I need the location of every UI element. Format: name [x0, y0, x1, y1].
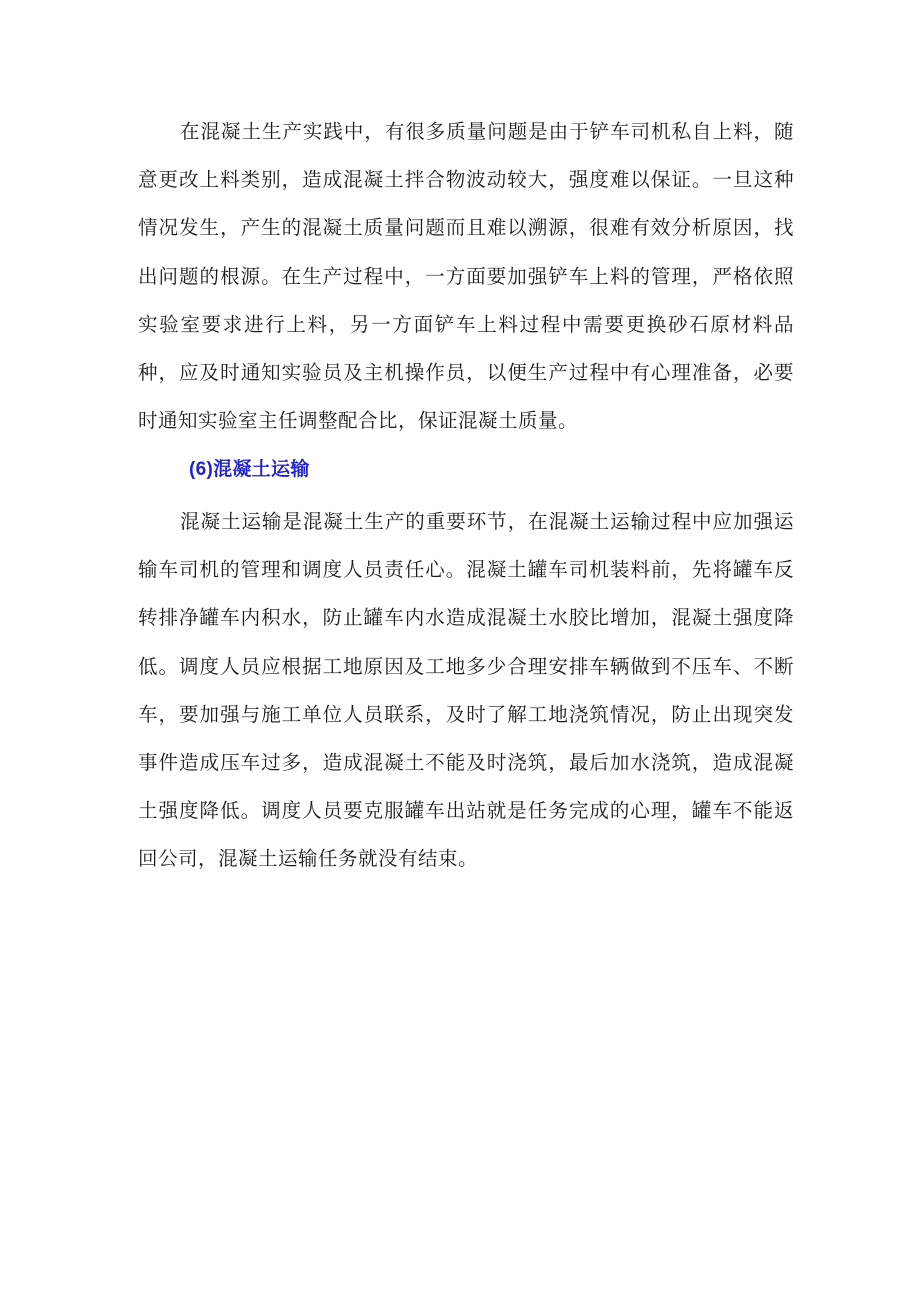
body-paragraph-2: 混凝土运输是混凝土生产的重要环节，在混凝土运输过程中应加强运输车司机的管理和调度人员责任心。混凝土罐车司机装料前，先将罐车反转排净罐车内积水，防止罐车内水造成混凝土水胶比增加，混凝土强度降低。调度人员应根据工地原因及工地多少合理安排车辆做到不压车、不断车，要加强与施工单位人员联系，及时了解工地浇筑情况，防止出现突发事件造成压车过多，造成混凝土不能及时浇筑，最后加水浇筑，造成混凝土强度降低。调度人员要克服罐车出站就是任务完成的心理，罐车不能返回公司，混凝土运输任务就没有结束。: [138, 510, 794, 871]
section-number: (6): [189, 459, 214, 480]
body-paragraph-1: 在混凝土生产实践中，有很多质量问题是由于铲车司机私自上料，随意更改上料类别，造成混凝土拌合物波动较大，强度难以保证。一旦这种情况发生，产生的混凝土质量问题而且难以溯源，很难有效分析原因，找出问题的根源。在生产过程中，一方面要加强铲车上料的管理，严格依照实验室要求进行上料，另一方面铲车上料过程中需要更换砂石原材料品种，应及时通知实验员及主机操作员，以便生产过程中有心理准备，必要时通知实验室主任调整配合比，保证混凝土质量。: [138, 120, 794, 433]
section-title: 混凝土运输: [213, 458, 310, 480]
section-heading: [189, 451, 310, 488]
